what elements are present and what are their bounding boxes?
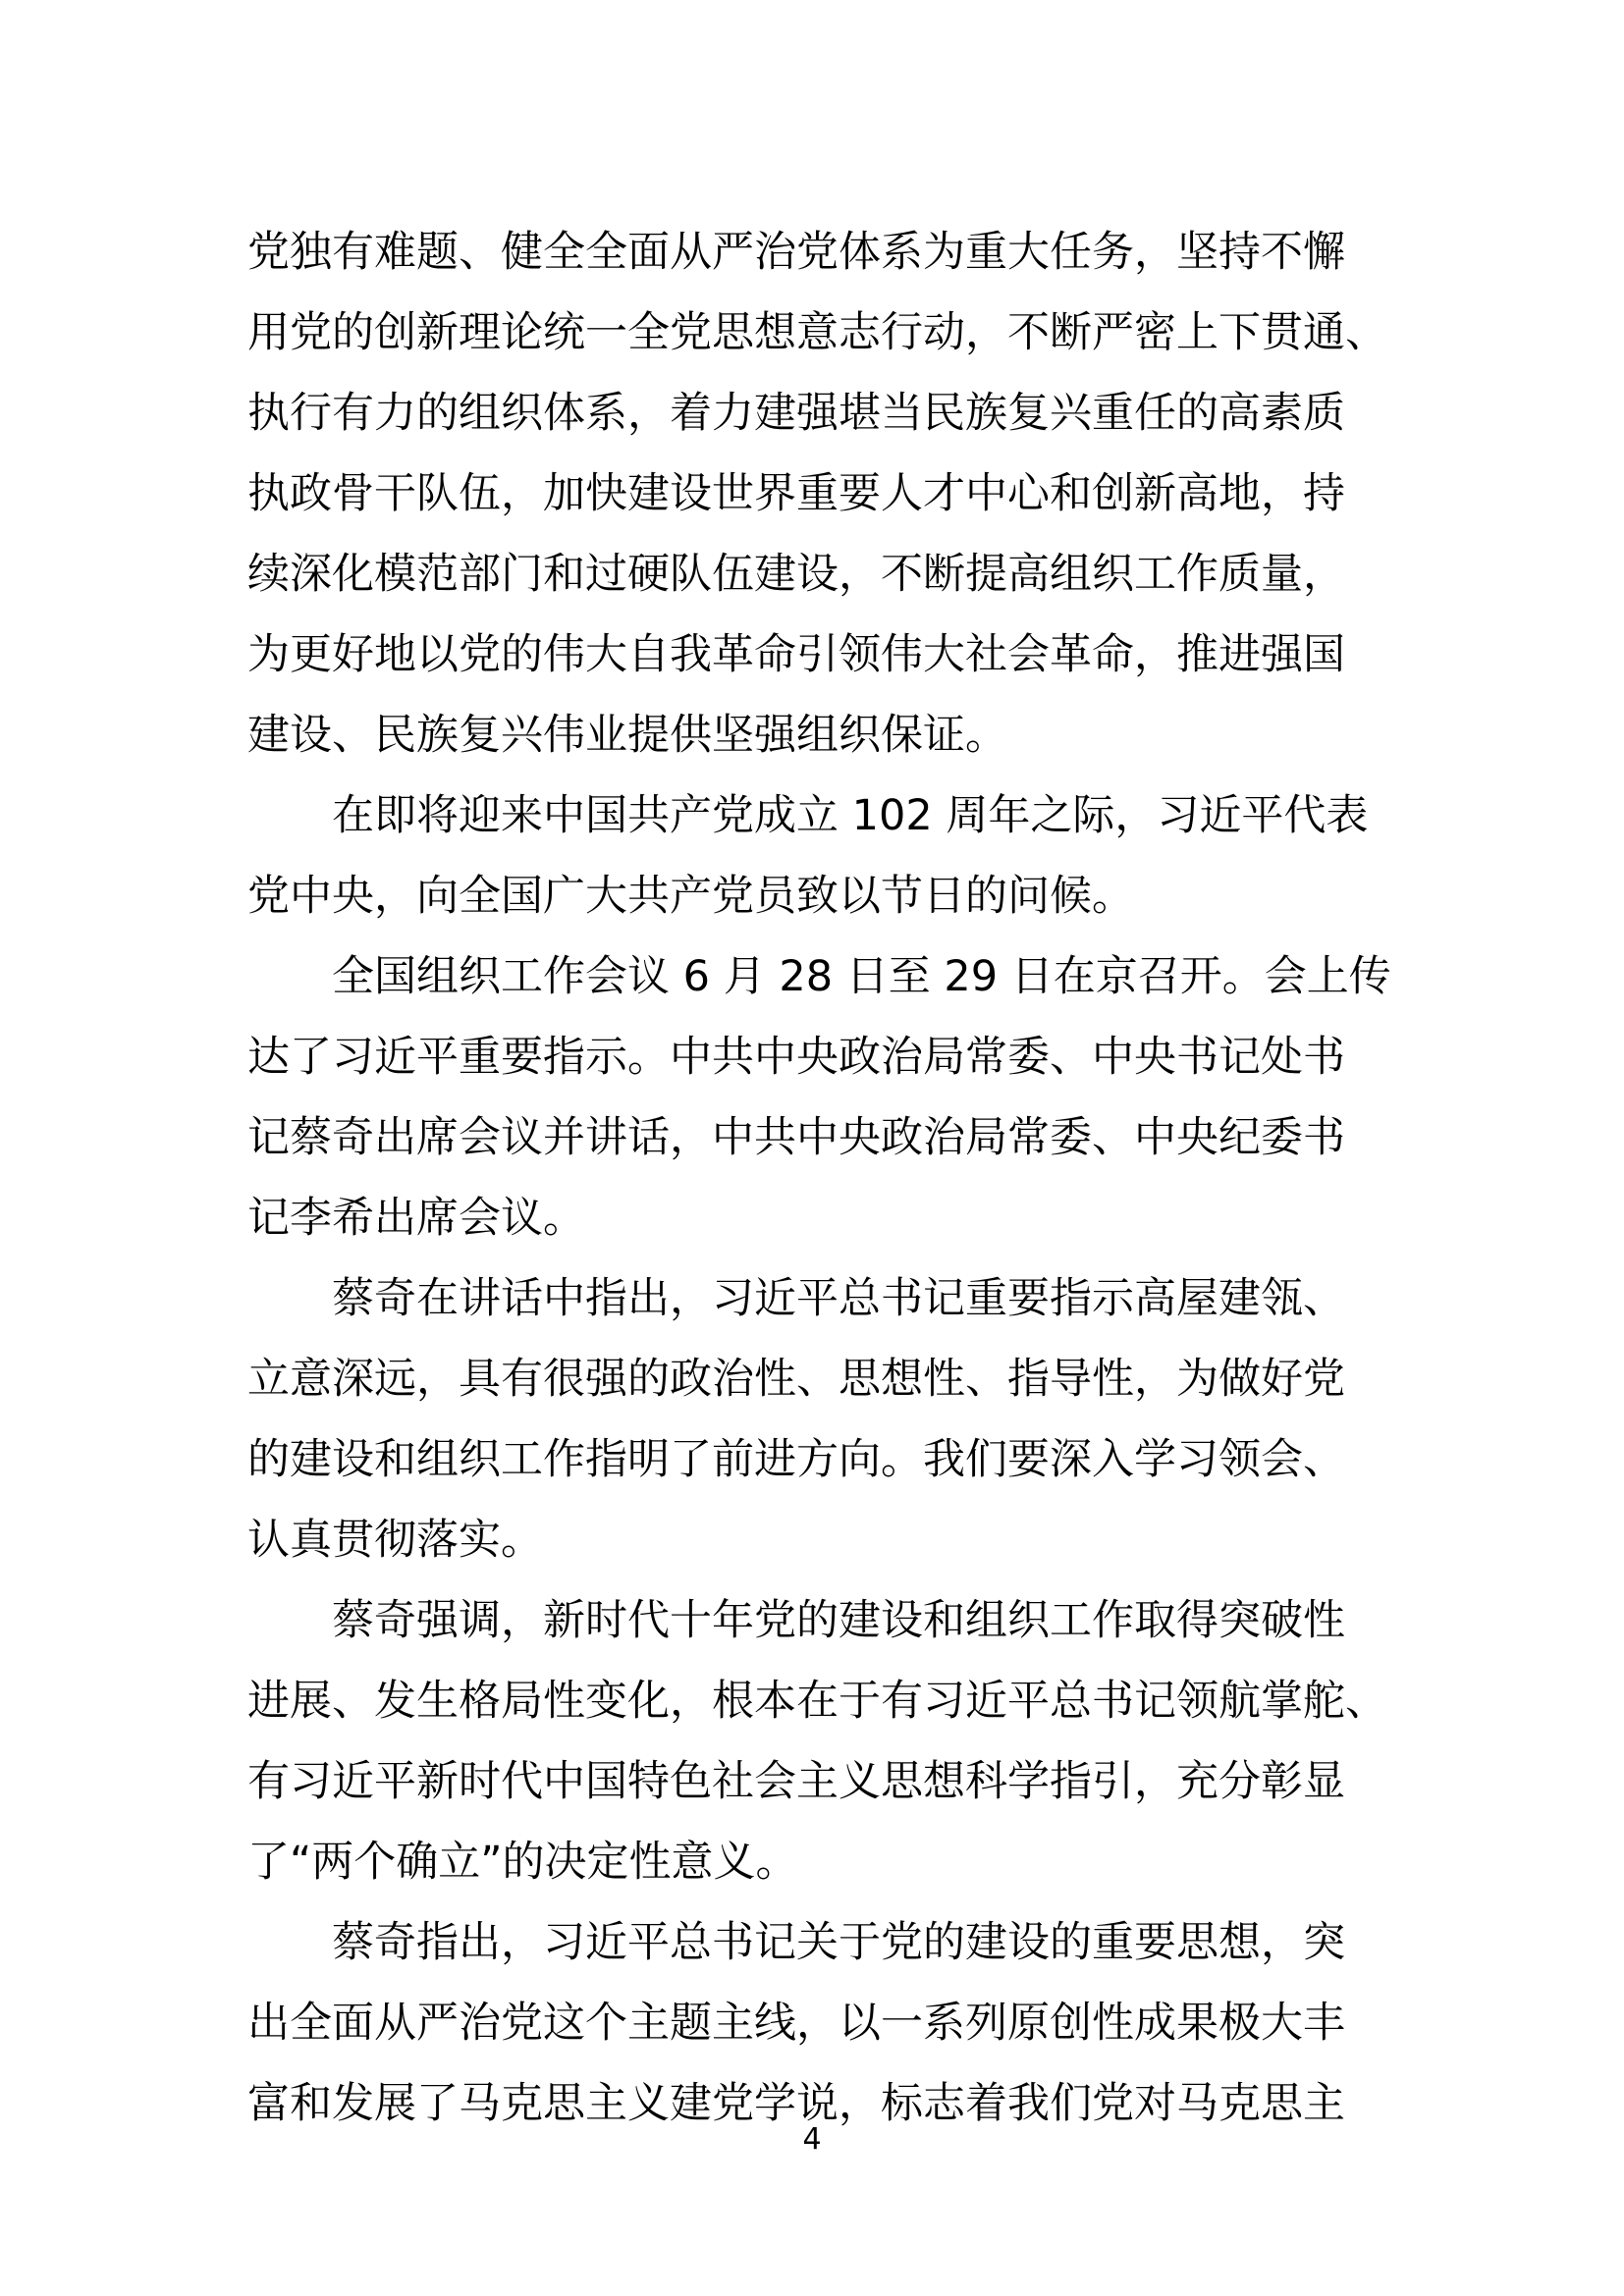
text-line: 进展、发生格局性变化，根本在于有习近平总书记领航掌舵、 (247, 1677, 1387, 1726)
text-line: 全国组织工作会议 6 月 28 日至 29 日在京召开。会上传 (247, 952, 1391, 1001)
text-line: 记李希出席会议。 (247, 1194, 585, 1243)
text-line: 党独有难题、健全全面从严治党体系为重大任务，坚持不懈 (247, 228, 1345, 277)
text-line: 为更好地以党的伟大自我革命引领伟大社会革命，推进强国 (247, 630, 1345, 679)
text-line: 富和发展了马克思主义建党学说，标志着我们党对马克思主 (247, 2079, 1345, 2128)
text-line: 续深化模范部门和过硬队伍建设，不断提高组织工作质量， (247, 550, 1345, 599)
text-line: 蔡奇指出，习近平总书记关于党的建设的重要思想，突 (247, 1918, 1345, 1967)
text-line: 蔡奇在讲话中指出，习近平总书记重要指示高屋建瓴、 (247, 1274, 1345, 1323)
text-line: 有习近平新时代中国特色社会主义思想科学指引，充分彰显 (247, 1757, 1345, 1806)
text-line: 了“两个确立”的决定性意义。 (247, 1838, 798, 1887)
text-line: 的建设和组织工作指明了前进方向。我们要深入学习领会、 (247, 1435, 1345, 1484)
text-line: 出全面从严治党这个主题主线，以一系列原创性成果极大丰 (247, 1999, 1345, 2048)
text-line: 党中央，向全国广大共产党员致以节日的问候。 (247, 872, 1134, 921)
body-text (247, 212, 1396, 2144)
text-line: 执行有力的组织体系，着力建强堪当民族复兴重任的高素质 (247, 389, 1345, 438)
text-line: 蔡奇强调，新时代十年党的建设和组织工作取得突破性 (247, 1596, 1345, 1645)
text-line: 在即将迎来中国共产党成立 102 周年之际，习近平代表 (247, 791, 1369, 840)
page-number: 4 (802, 2122, 822, 2157)
text-line: 立意深远，具有很强的政治性、思想性、指导性，为做好党 (247, 1355, 1345, 1404)
text-line: 执政骨干队伍，加快建设世界重要人才中心和创新高地，持 (247, 469, 1345, 518)
text-line: 建设、民族复兴伟业提供坚强组织保证。 (247, 711, 1007, 760)
text-line: 用党的创新理论统一全党思想意志行动，不断严密上下贯通、 (247, 308, 1387, 357)
text-line: 记蔡奇出席会议并讲话，中共中央政治局常委、中央纪委书 (247, 1113, 1345, 1162)
text-line: 认真贯彻落实。 (247, 1516, 543, 1565)
text-line: 达了习近平重要指示。中共中央政治局常委、中央书记处书 (247, 1033, 1345, 1082)
